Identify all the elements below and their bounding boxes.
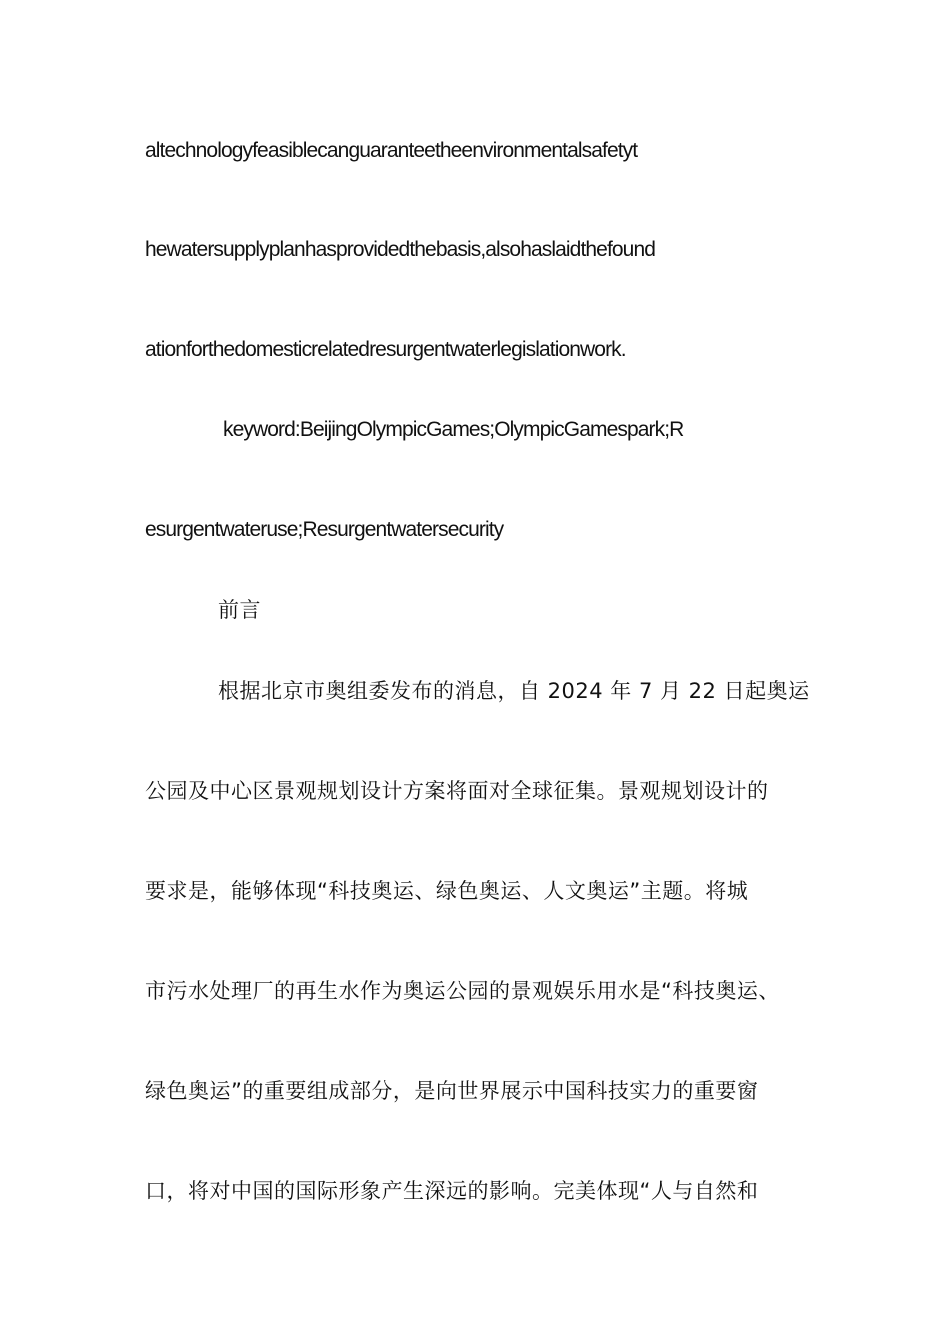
body-line: 公园及中心区景观规划设计方案将面对全球征集。景观规划设计的	[145, 779, 769, 803]
section-heading: 前言	[218, 598, 261, 622]
body-line: 根据北京市奥组委发布的消息，自 2024 年 7 月 22 日起奥运	[218, 679, 810, 703]
body-line: 要求是，能够体现“科技奥运、绿色奥运、人文奥运”主题。将城	[145, 879, 749, 903]
abstract-line: hewatersupplyplanhasprovidedthebasis,alsohaslaidthefound	[145, 238, 655, 261]
body-line: 市污水处理厂的再生水作为奥运公园的景观娱乐用水是“科技奥运、	[145, 979, 780, 1003]
keywords-line: esurgentwateruse;Resurgentwatersecurity	[145, 518, 504, 541]
body-line: 绿色奥运”的重要组成部分，是向世界展示中国科技实力的重要窗	[145, 1079, 759, 1103]
abstract-line: ationforthedomesticrelatedresurgentwaterlegislationwork.	[145, 338, 626, 361]
body-line: 口，将对中国的国际形象产生深远的影响。完美体现“人与自然和	[145, 1179, 759, 1203]
abstract-line: altechnologyfeasiblecanguaranteetheenvironmentalsafetyt	[145, 139, 638, 162]
keywords-line: keyword:BeijingOlympicGames;OlympicGamespark;R	[223, 418, 684, 441]
